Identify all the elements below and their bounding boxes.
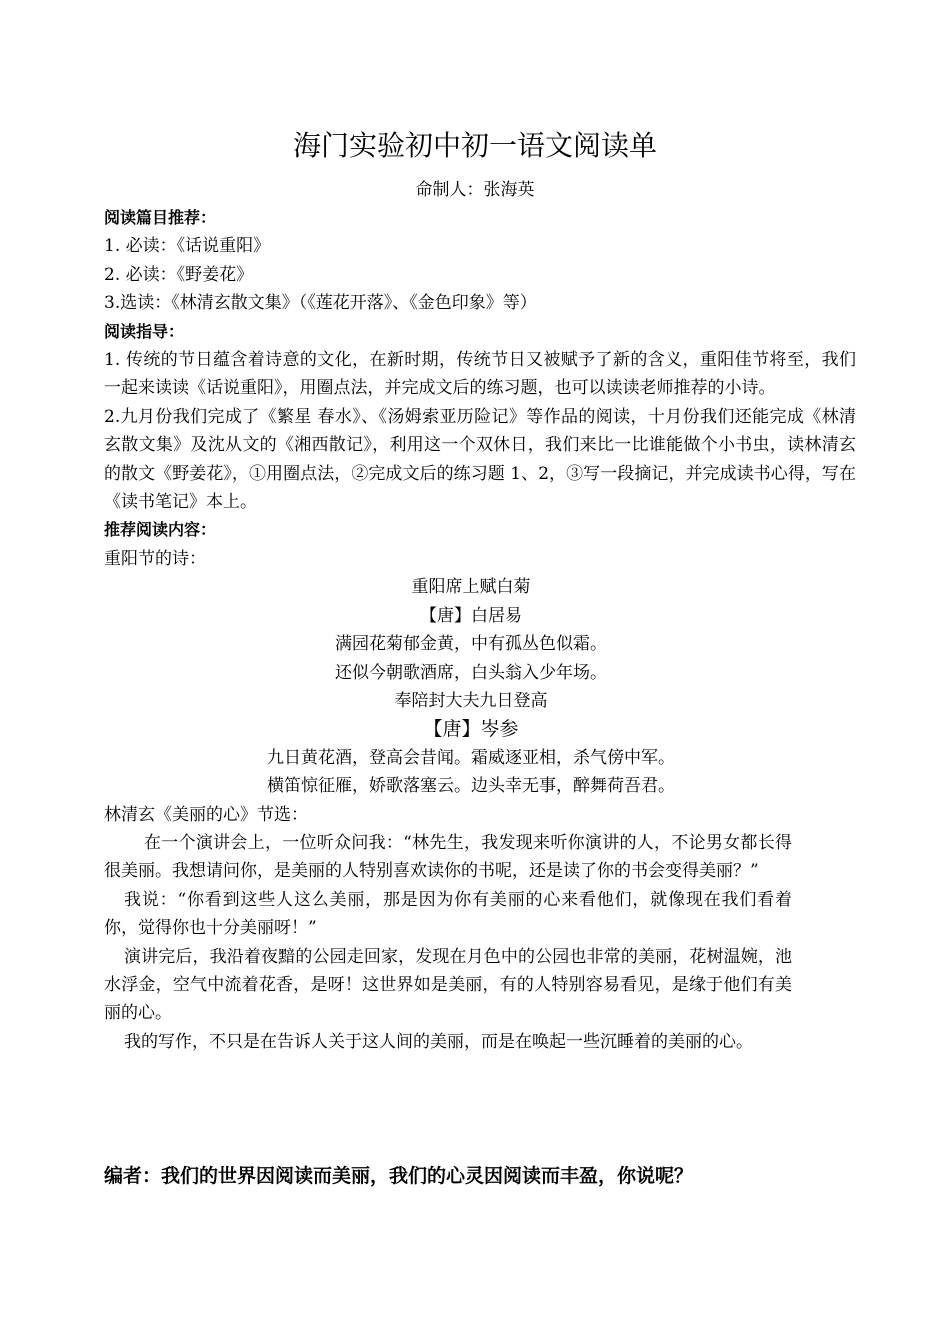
recommend-heading: 阅读篇目推荐： xyxy=(104,208,217,227)
recommend-item: 1. 必读：《话说重阳》 xyxy=(104,236,271,257)
poem-author: 【唐】岑参 xyxy=(423,718,519,741)
excerpt-paragraph: 我的写作，不只是在告诉人关于这人间的美丽，而是在唤起一些沉睡着的美丽的心。 xyxy=(124,1031,753,1052)
poem-line: 九日黄花酒，登高会昔闻。霜威逐亚相，杀气傍中军。 xyxy=(267,747,675,768)
poem-author: 【唐】白居易 xyxy=(420,605,522,626)
editor-note: 编者：我们的世界因阅读而美丽，我们的心灵因阅读而丰盈，你说呢？ xyxy=(104,1165,694,1187)
excerpt-paragraph: 在一个演讲会上，一位听众问我：“林先生，我发现来听你演讲的人，不论男女都长得很美丽。我想请问你，是美丽的人特别喜欢读你的书呢，还是读了你的书会变得美丽？” xyxy=(104,832,792,882)
guide-item: 1. 传统的节日蕴含着诗意的文化，在新时期，传统节日又被赋予了新的含义，重阳佳节将至，我们一起来读读《话说重阳》，用圈点法，并完成文后的练习题，也可以读读老师推荐的小诗。 xyxy=(104,350,856,399)
excerpt-paragraph: 我说：“你看到这些人这么美丽，那是因为你有美丽的心来看他们，就像现在我们看着你，觉得你也十分美丽呀！” xyxy=(104,889,792,939)
poem xyxy=(104,687,856,801)
poem-line: 还似今朝歌酒席，白头翁入少年场。 xyxy=(335,662,607,683)
content-heading: 推荐阅读内容： xyxy=(104,520,217,540)
guide-item: 2.九月份我们完成了《繁星 春水》、《汤姆索亚历险记》等作品的阅读，十月份我们还能完成《林清玄散文集》及沈从文的《湘西散记》，利用这一个双休日，我们来比一比谁能做个小书虫，读林清玄的散文《野姜花》，①用圈点法，②完成文后的练习题 1、2，③写一段摘记，并完成读书心得，写在《读书笔记》本上。 xyxy=(104,406,856,513)
excerpt-intro: 林清玄《美丽的心》节选： xyxy=(104,804,308,825)
recommend-item: 2. 必读：《野姜花》 xyxy=(104,264,254,285)
poem-line: 满园花菊郁金黄，中有孤丛色似霜。 xyxy=(335,634,607,655)
page-title: 海门实验初中初一语文阅读单 xyxy=(292,129,657,162)
poem-title: 重阳席上赋白菊 xyxy=(411,577,531,598)
guide-heading: 阅读指导： xyxy=(104,321,185,341)
document-body xyxy=(104,204,856,1056)
recommend-item: 3.选读：《林清玄散文集》（《莲花开落》、《金色印象》等） xyxy=(104,293,537,314)
author-line: 命制人：张海英 xyxy=(415,180,535,200)
poems-intro: 重阳节的诗： xyxy=(104,548,206,569)
poem xyxy=(104,573,856,687)
poem-title: 奉陪封大夫九日登高 xyxy=(394,690,548,711)
excerpt-paragraph: 演讲完后，我沿着夜黯的公园走回家，发现在月色中的公园也非常的美丽，花树温婉，池水浮金，空气中流着花香，是呀！这世界如是美丽，有的人特别容易看见，是缘于他们有美丽的心。 xyxy=(104,946,792,1024)
poem-line: 横笛惊征雁，娇歌落塞云。边头幸无事，醉舞荷吾君。 xyxy=(267,776,675,797)
